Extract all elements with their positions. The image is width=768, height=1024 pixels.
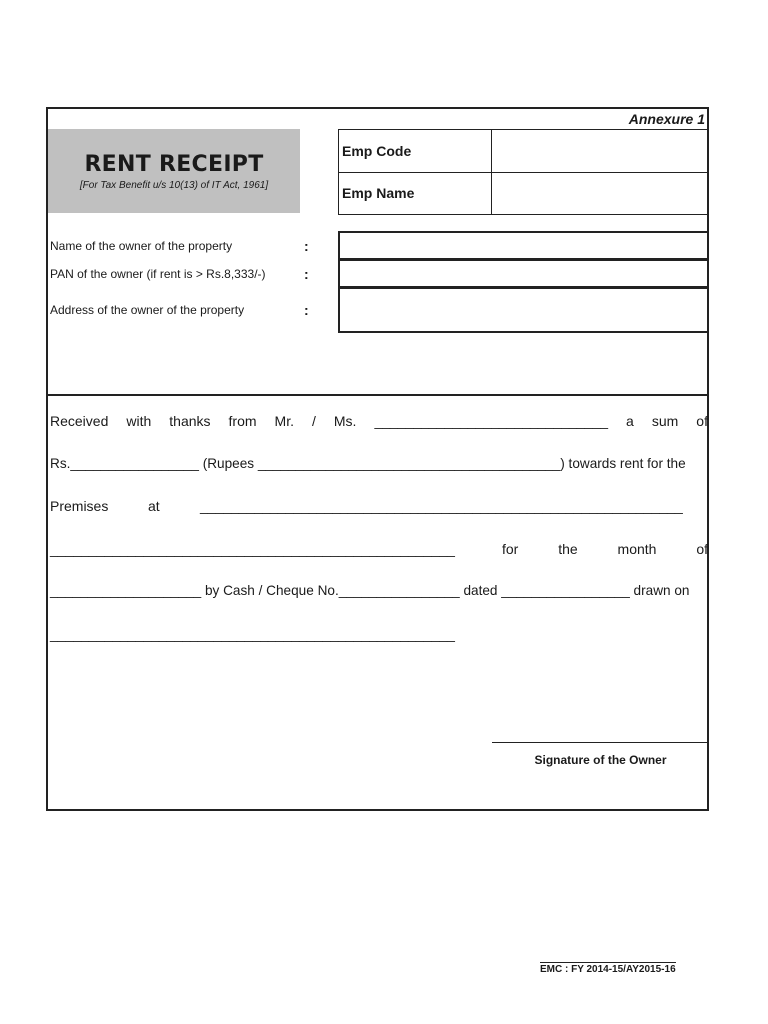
emp-code-row (339, 130, 708, 173)
signature-label: Signature of the Owner (534, 753, 667, 767)
owner-pan-field[interactable] (338, 259, 709, 288)
bank-blank[interactable]: ____________________________________________________ (50, 626, 455, 642)
emp-code-label: Emp Code (342, 143, 412, 159)
receipt-word: of (696, 541, 708, 557)
page-title: RENT RECEIPT (84, 152, 264, 177)
owner-name-label: Name of the owner of the property (50, 239, 233, 253)
receipt-word: month (617, 541, 657, 557)
title-block (48, 129, 300, 213)
owner-name-colon: : (304, 238, 309, 254)
emp-code-field[interactable] (491, 130, 710, 172)
receipt-word: Mr. (274, 413, 294, 429)
receipt-line-1 (50, 413, 708, 429)
receipt-line-5 (50, 583, 708, 598)
receipt-word: Ms. (333, 413, 357, 429)
emp-name-field[interactable] (491, 172, 710, 214)
owner-address-colon: : (304, 302, 309, 318)
receipt-word: from (228, 413, 257, 429)
employee-table (338, 129, 709, 215)
received-from-blank[interactable]: ______________________________ (374, 413, 609, 429)
owner-address-label: Address of the owner of the property (50, 303, 245, 317)
receipt-word: a (626, 413, 634, 429)
owner-pan-label: PAN of the owner (if rent is > Rs.8,333/-) (50, 267, 266, 281)
owner-name-field[interactable] (338, 231, 709, 260)
at-label: at (148, 498, 160, 514)
receipt-word: Received (50, 413, 109, 429)
owner-pan-colon: : (304, 266, 309, 282)
annexure-label: Annexure 1 (628, 111, 705, 127)
rent-receipt-form (46, 107, 709, 811)
amount-line[interactable]: Rs._________________ (Rupees ________________________________________) towards rent for the (50, 456, 686, 471)
for-the-month-of (502, 541, 708, 557)
receipt-word: of (696, 413, 708, 429)
section-divider (48, 394, 707, 396)
payment-line[interactable]: ____________________ by Cash / Cheque No.________________ dated _________________ drawn on (50, 583, 690, 598)
signature-line[interactable] (492, 742, 709, 743)
premises-blank-2[interactable]: ____________________________________________________ (50, 541, 455, 557)
footer-reference: EMC : FY 2014-15/AY2015-16 (540, 964, 676, 975)
receipt-word: for (502, 541, 519, 557)
owner-address-field[interactable] (338, 287, 709, 333)
premises-blank[interactable]: ______________________________________________________________ (200, 498, 683, 514)
receipt-line-2 (50, 456, 708, 471)
page-subtitle: [For Tax Benefit u/s 10(13) of IT Act, 1961] (79, 180, 269, 191)
emp-name-row (339, 172, 708, 214)
receipt-line-6 (50, 626, 708, 642)
receipt-word: with (126, 413, 152, 429)
receipt-word: the (558, 541, 578, 557)
receipt-word: / (311, 413, 316, 429)
receipt-word: thanks (169, 413, 211, 429)
receipt-word: sum (651, 413, 679, 429)
emp-name-label: Emp Name (342, 185, 415, 201)
premises-label: Premises (50, 498, 109, 514)
